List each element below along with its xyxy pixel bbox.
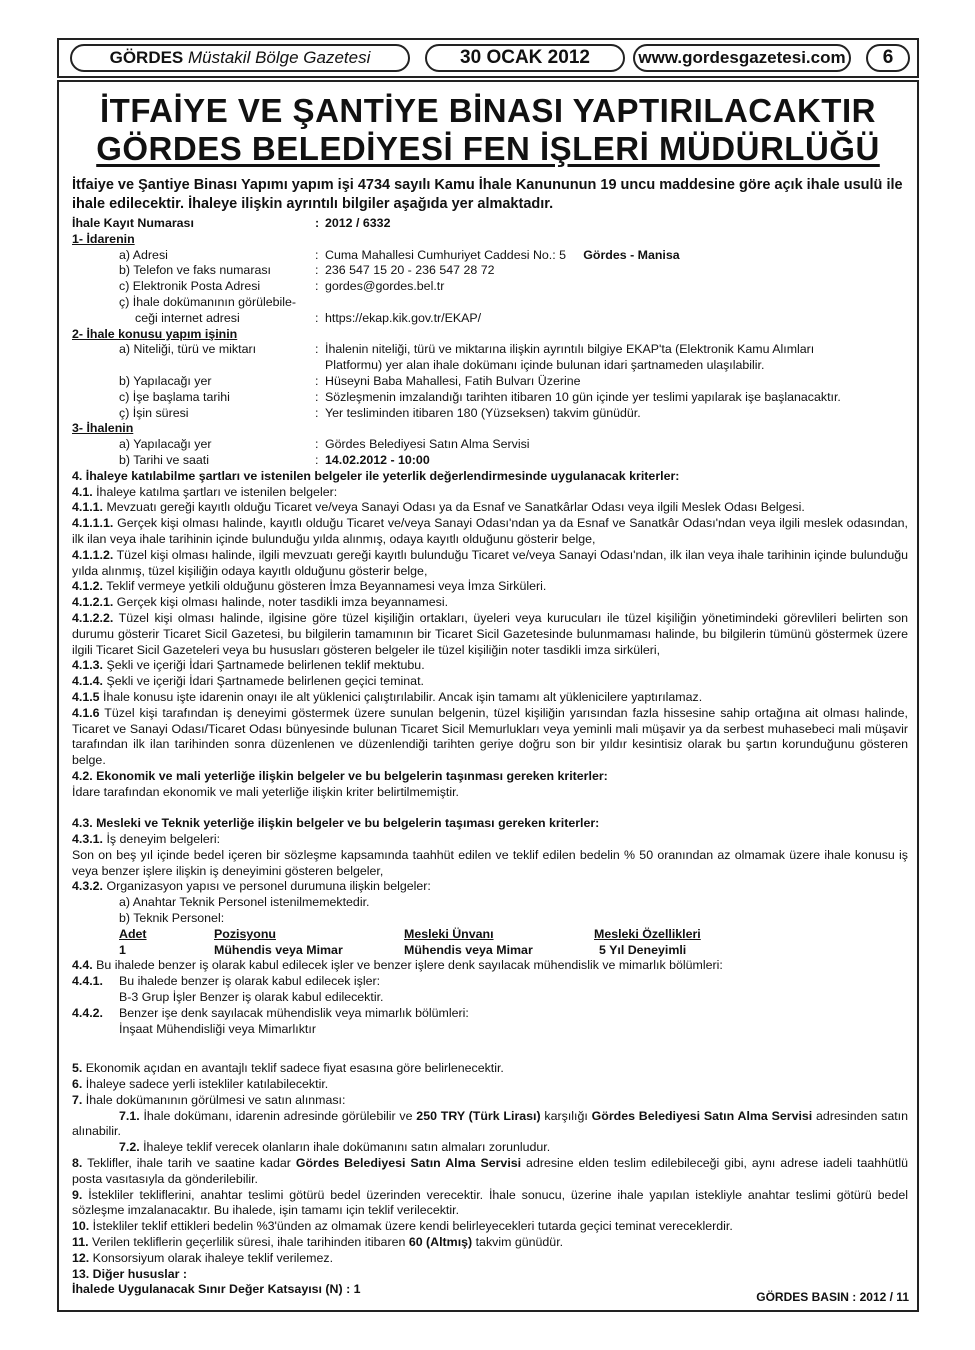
adres-row: a) Adresi : Cuma Mahallesi Cumhuriyet Caddesi No.: 5 Gördes - Manisa (119, 247, 680, 262)
personnel-table-header: Adet Pozisyonu Mesleki Ünvanı Mesleki Özellikleri (119, 926, 701, 941)
item-4-3-2: 4.3.2. Organizasyon yapısı ve personel durumuna ilişkin belgeler: (72, 879, 431, 894)
footer-reference: GÖRDES BASIN : 2012 / 11 (756, 1290, 909, 1304)
announcement-body (72, 216, 908, 1298)
item-4-1-1-2: 4.1.1.2. Tüzel kişi olması halinde, ilgili mevzuatı gereği kayıtlı bulunduğu Ticaret ve/veya Sanayi Odası'ndan, ilk ilan veya ihale tarihinin içinde bulunduğu yılda alınmış, tüzel kişiliğin odaya kayıtlı olduğunu gösterir belge, (72, 547, 908, 578)
item-4-4: 4.4. Bu ihalede benzer iş olarak kabul edilecek işler ve benzer işlere denk sayılacak mühendislik ve mimarlık bölümleri: (72, 958, 723, 973)
web-row-label: ç) İhale dokümanının görülebile- (119, 294, 297, 309)
issue-date: 30 OCAK 2012 (425, 44, 625, 72)
item-4-2-text: İdare tarafından ekonomik ve mali yeterliğe ilişkin kriter belirtilmemiştir. (72, 784, 460, 799)
item-4-4-1-text: B-3 Grup İşler Benzer iş olarak kabul edilecektir. (119, 990, 384, 1005)
paper-subtitle: Müstakil Bölge Gazetesi (188, 48, 371, 67)
item-4-1: 4.1. İhaleye katılma şartları ve istenilen belgeler: (72, 484, 338, 499)
item-8: 8. Teklifler, ihale tarih ve saatine kadar Gördes Belediyesi Satın Alma Servisi adresine elden teslim edilebileceği gibi, aynı adrese iadeli taahhütlü posta vasıtasıyla da gönderilebilir. (72, 1156, 909, 1186)
item-10: 10. İstekliler teklif ettikleri bedelin %3'ünden az olmamak üzere kendi belirleyecekleri tutarda geçici teminat vereceklerdir. (72, 1219, 733, 1234)
item-4-1-3: 4.1.3. Şekli ve içeriği İdari Şartnamede belirlenen teklif mektubu. (72, 658, 425, 673)
telefon-row: b) Telefon ve faks numarası : 236 547 15 20 - 236 547 28 72 (119, 263, 495, 278)
item-4-3-1: 4.3.1. İş deneyim belgeleri: (72, 832, 221, 847)
nitelik-row-2: Platformu) yer alan ihale dokümanı içinde bulunan idari şartnameden ulaşılabilir. (325, 358, 765, 373)
paper-name-pill (70, 44, 410, 72)
item-4-1-4: 4.1.4. Şekli ve içeriği İdari Şartnamede belirlenen geçici teminat. (72, 674, 424, 689)
item-4-3-heading: 4.3. Mesleki ve Teknik yeterliğe ilişkin belgeler ve bu belgelerin taşıması gereken kriterler: (72, 816, 600, 831)
item-7-1: 7.1. İhale dokümanı, idarenin adresinde görülebilir ve 250 TRY (Türk Lirası) karşılığı Gördes Belediyesi Satın Alma Servisi adresinden satın alınabilir. (72, 1108, 909, 1139)
item-4-1-2-1: 4.1.2.1. Gerçek kişi olması halinde, noter tasdikli imza beyannamesi. (72, 595, 449, 610)
basla-row: c) İşe başlama tarihi : Sözleşmenin imzalandığı tarihten itibaren 10 gün içinde yer teslimi yapılarak işe başlanacaktır. (119, 389, 841, 404)
item-9: 9. İstekliler tekliflerini, anahtar teslimi götürü bedel üzerinden verecektir. İhale sonucu, üzerine ihale yapılan istekliyle anahtar teslimi götürü bedel sözleşme imzalanacaktır. Bu ihalede, işin tamamı için teklif verilecektir. (72, 1187, 908, 1218)
item-4-4-2: 4.4.2. Benzer işe denk sayılacak mühendislik veya mimarlık bölümleri: (72, 1005, 469, 1020)
item-4-1-6: 4.1.6 Tüzel kişi tarafından iş deneyimi göstermek üzere sunulan belgenin, tüzel kişiliğin yarısından fazla hissesine sahip ortağına ait olması halinde, Ticaret ve Sanayi Odası/Ticaret Odası bünyesinde bulunan Ticaret Sicil Memurlukları veya yeminli mali müşavir ya da serbest muhasebeci mali müşavir tarafından ilk ilan tarihinden sonra düzenlenen ve düzenlendiği tarihten geriye doğru son bir yıldır kesintisiz olarak bu şartın korunduğunu gösteren belge. (72, 705, 908, 768)
sure-row: ç) İşin süresi : Yer tesliminden itibaren 180 (Yüzseksen) takvim günüdür. (119, 405, 641, 420)
headline: İTFAİYE VE ŞANTİYE BİNASI YAPTIRILACAKTIR (100, 92, 876, 129)
email-row: c) Elektronik Posta Adresi : gordes@gordes.bel.tr (72, 279, 908, 295)
personnel-table-row: 1 Mühendis veya Mimar Mühendis veya Mimar 5 Yıl Deneyimli (119, 942, 687, 957)
item-4-1-2: 4.1.2. Teklif vermeye yetkili olduğunu gösteren İmza Beyannamesi veya İmza Sirküleri. (72, 579, 547, 594)
item-4-2-heading: 4.2. Ekonomik ve mali yeterliğe ilişkin belgeler ve bu belgelerin taşınması gereken kriterler: (72, 768, 608, 783)
yer-row: b) Yapılacağı yer : Hüseyni Baba Mahallesi, Fatih Bulvarı Üzerine (119, 373, 581, 388)
item-12: 12. Konsorsiyum olarak ihaleye teklif verilemez. (72, 1250, 334, 1265)
web-row: ceği internet adresi : https://ekap.kik.gov.tr/EKAP/ (72, 311, 908, 327)
ekap-link[interactable]: https://ekap.kik.gov.tr/EKAP/ (325, 310, 482, 325)
page-number: 6 (866, 44, 910, 72)
item-6: 6. İhaleye sadece yerli istekliler katılabilecektir. (72, 1077, 329, 1092)
item-4-4-1: 4.4.1. Bu ihalede benzer iş olarak kabul edilecek işler: (72, 974, 381, 989)
website-link[interactable]: www.gordesgazetesi.com (633, 44, 851, 72)
sub-headline: GÖRDES BELEDİYESİ FEN İŞLERİ MÜDÜRLÜĞÜ (96, 130, 880, 167)
lead-paragraph: İtfaiye ve Şantiye Binası Yapımı yapım işi 4734 sayılı Kamu İhale Kanununun 19 uncu maddesine göre açık ihale usulü ile ihale edilecektir. İhaleye ilişkin ayrıntılı bilgiler aşağıda yer almaktadır. (72, 177, 903, 212)
item-13-heading: 13. Diğer hususlar : (72, 1266, 187, 1281)
item-4-3-2-a: a) Anahtar Teknik Personel istenilmemektedir. (119, 895, 370, 910)
item-7: 7. İhale dokümanının görülmesi ve satın alınması: (72, 1092, 346, 1107)
section-3-heading: 3- İhalenin (72, 421, 134, 436)
kayit-row: İhale Kayıt Numarası : 2012 / 6332 (72, 216, 391, 230)
item-4-3-1-text: Son on beş yıl içinde bedel içeren bir sözleşme kapsamında taahhüt edilen ve teklif edilen bedelin % 50 oranından az olmamak üzere ihale konusu iş veya benzer işlere ilişkin iş deneyimini gösteren belgeler, (72, 847, 908, 878)
item-7-2: 7.2. İhaleye teklif verecek olanların ihale dokümanını satın almaları zorunludur. (119, 1140, 551, 1155)
item-4-3-2-b: b) Teknik Personel: (119, 911, 225, 926)
item-4-1-2-2: 4.1.2.2. Tüzel kişi olması halinde, ilgisine göre tüzel kişiliğin ortakları, üyeleri veya kurucuları ile tüzel kişiliğin yönetimindeki görevlileri belirten son durumu gösterir Ticaret Sicil Gazetesi, bu bilgilerin tamamının bir Ticaret Sicil Gazetesinde bulunmaması halinde, bu bilgilerin tümünü göstermek üzere ilgili Ticaret Sicil Gazeteleri veya bu hususları gösteren belgeler ile tüzel kişiliğin noter tasdikli imza sirküleri, (72, 610, 908, 657)
item-4-1-1: 4.1.1. Mevzuatı gereği kayıtlı olduğu Ticaret ve/veya Sanayi Odası ya da Esnaf ve Sanatkârlar Odası veya ilgili Meslek Odası Belgesi. (72, 500, 805, 515)
item-4-1-1-1: 4.1.1.1. Gerçek kişi olması halinde, kayıtlı olduğu Ticaret ve/veya Sanayi Odası'ndan ya da Esnaf ve Sanatkâr Odası'ndan veya ilgili meslek odasından, ilk ilan veya ihale tarihinin içinde bulunduğu yılda alınmış, odaya kayıtlı olduğunu gösterir belge, (72, 516, 908, 546)
item-4-4-2-text: İnşaat Mühendisliği veya Mimarlıktır (119, 1021, 316, 1036)
item-4-1-5: 4.1.5 İhale konusu işte idarenin onayı ile alt yüklenici çalıştırılabilir. Ancak işin tamamı alt yüklenicilere yaptırılamaz. (72, 689, 703, 704)
section-2-heading: 2- İhale konusu yapım işinin (72, 326, 238, 341)
item-11: 11. Verilen tekliflerin geçerlilik süresi, ihale tarihinden itibaren 60 (Altmış) takvim günüdür. (72, 1235, 564, 1249)
section-4-heading: 4. İhaleye katılabilme şartları ve istenilen belgeler ile yeterlik değerlendirmesinde uygulanacak kriterler: (72, 468, 680, 483)
email-link[interactable]: gordes@gordes.bel.tr (325, 279, 445, 294)
nitelik-row: a) Niteliği, türü ve miktarı : İhalenin niteliği, türü ve miktarına ilişkin ayrıntılı bilgiye EKAP'ta (Elektronik Kamu Alımları (119, 342, 815, 357)
item-13-text: İhalede Uygulanacak Sınır Değer Katsayısı (N) : 1 (72, 1282, 361, 1297)
ihale-yer-row: a) Yapılacağı yer : Gördes Belediyesi Satın Alma Servisi (119, 437, 530, 452)
paper-name: GÖRDES (109, 48, 184, 67)
item-5: 5. Ekonomik açıdan en avantajlı teklif sadece fiyat esasına göre belirlenecektir. (72, 1061, 504, 1076)
section-1-heading: 1- İdarenin (72, 231, 135, 246)
tarih-row: b) Tarihi ve saati : 14.02.2012 - 10:00 (119, 452, 430, 467)
